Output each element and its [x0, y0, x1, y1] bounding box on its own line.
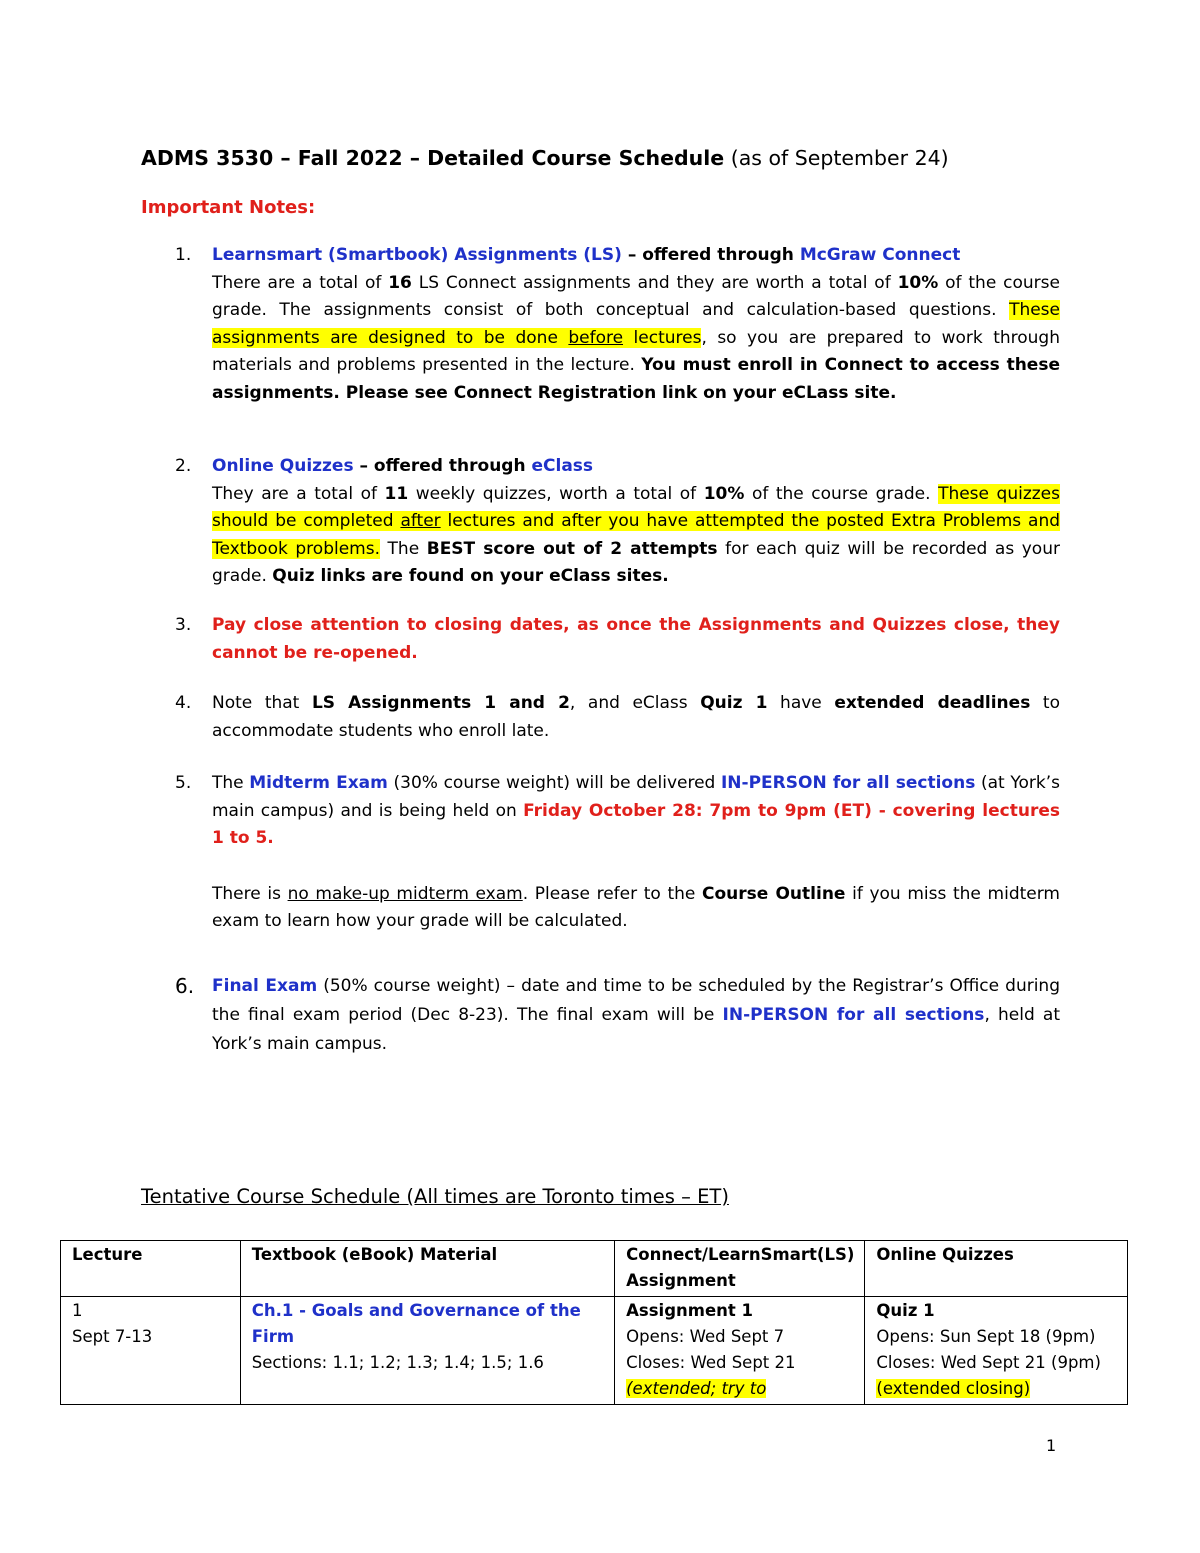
note-3: 3. Pay close attention to closing dates, as once the Assignments and Quizzes close, they cannot be re-opened.: [175, 612, 1060, 667]
header-quiz: Online Quizzes: [865, 1241, 1128, 1297]
note-number: 3.: [175, 615, 192, 635]
schedule-table: [60, 1240, 1128, 1405]
table-header-row: [61, 1241, 1128, 1297]
assignment-note: (extended; try to: [626, 1379, 767, 1398]
note-number: 5.: [175, 773, 192, 793]
important-notes-heading: Important Notes:: [141, 197, 316, 218]
note-2: 2. Online Quizzes – offered through eClass They are a total of 11 weekly quizzes, worth a total of 10% of the course grade. These quizzes should be completed after lectures and after you have attempted the posted Extra Problems and Textbook problems. The BEST score out of 2 attempts for each quiz will be recorded as your grade. Quiz links are found on your eClass sites.: [175, 453, 1060, 591]
note-5: 5. The Midterm Exam (30% course weight) will be delivered IN-PERSON for all sections (at York’s main campus) and is being held on Friday October 28: 7pm to 9pm (ET) - covering lectures 1 to 5. There is no make-up midterm exam. Please refer to the Course Outline if you miss the midterm exam to learn how your grade will be calculated.: [175, 770, 1060, 936]
header-lecture: Lecture: [61, 1241, 241, 1297]
page-number: 1: [1046, 1436, 1057, 1455]
chapter-title: Ch.1 - Goals and Governance of the Firm: [251, 1301, 581, 1346]
note-number: 1.: [175, 245, 192, 265]
schedule-title: Tentative Course Schedule (All times are Toronto times – ET): [141, 1185, 729, 1208]
note-4: 4. Note that LS Assignments 1 and 2, and eClass Quiz 1 have extended deadlines to accommodate students who enroll late.: [175, 690, 1060, 745]
header-assignment: Connect/LearnSmart(LS) Assignment: [615, 1241, 865, 1297]
document-title: ADMS 3530 – Fall 2022 – Detailed Course Schedule (as of September 24): [141, 146, 949, 170]
cell-assignment: Assignment 1 Opens: Wed Sept 7 Closes: Wed Sept 21 (extended; try to: [615, 1297, 865, 1405]
note-1: 1. Learnsmart (Smartbook) Assignments (LS) – offered through McGraw Connect There are a total of 16 LS Connect assignments and they are worth a total of 10% of the course grade. The assignments consist of both conceptual and calculation-based questions. These assignments are designed to be done before lectures, so you are prepared to work through materials and problems presented in the lecture. You must enroll in Connect to access these assignments. Please see Connect Registration link on your eCLass site.: [175, 242, 1060, 407]
note-number: 6.: [175, 974, 195, 998]
header-material: Textbook (eBook) Material: [240, 1241, 614, 1297]
cell-quiz: Quiz 1 Opens: Sun Sept 18 (9pm) Closes: Wed Sept 21 (9pm) (extended closing): [865, 1297, 1128, 1405]
note-6: 6. Final Exam (50% course weight) – date and time to be scheduled by the Registrar’s Office during the final exam period (Dec 8-23). The final exam will be IN-PERSON for all sections, held at York’s main campus.: [175, 974, 1060, 1054]
table-row: [61, 1297, 1128, 1405]
quiz-note: (extended closing): [876, 1379, 1031, 1398]
cell-lecture: 1 Sept 7-13: [61, 1297, 241, 1405]
note-number: 2.: [175, 456, 192, 476]
cell-material: Ch.1 - Goals and Governance of the Firm Sections: 1.1; 1.2; 1.3; 1.4; 1.5; 1.6: [240, 1297, 614, 1405]
note-number: 4.: [175, 693, 192, 713]
